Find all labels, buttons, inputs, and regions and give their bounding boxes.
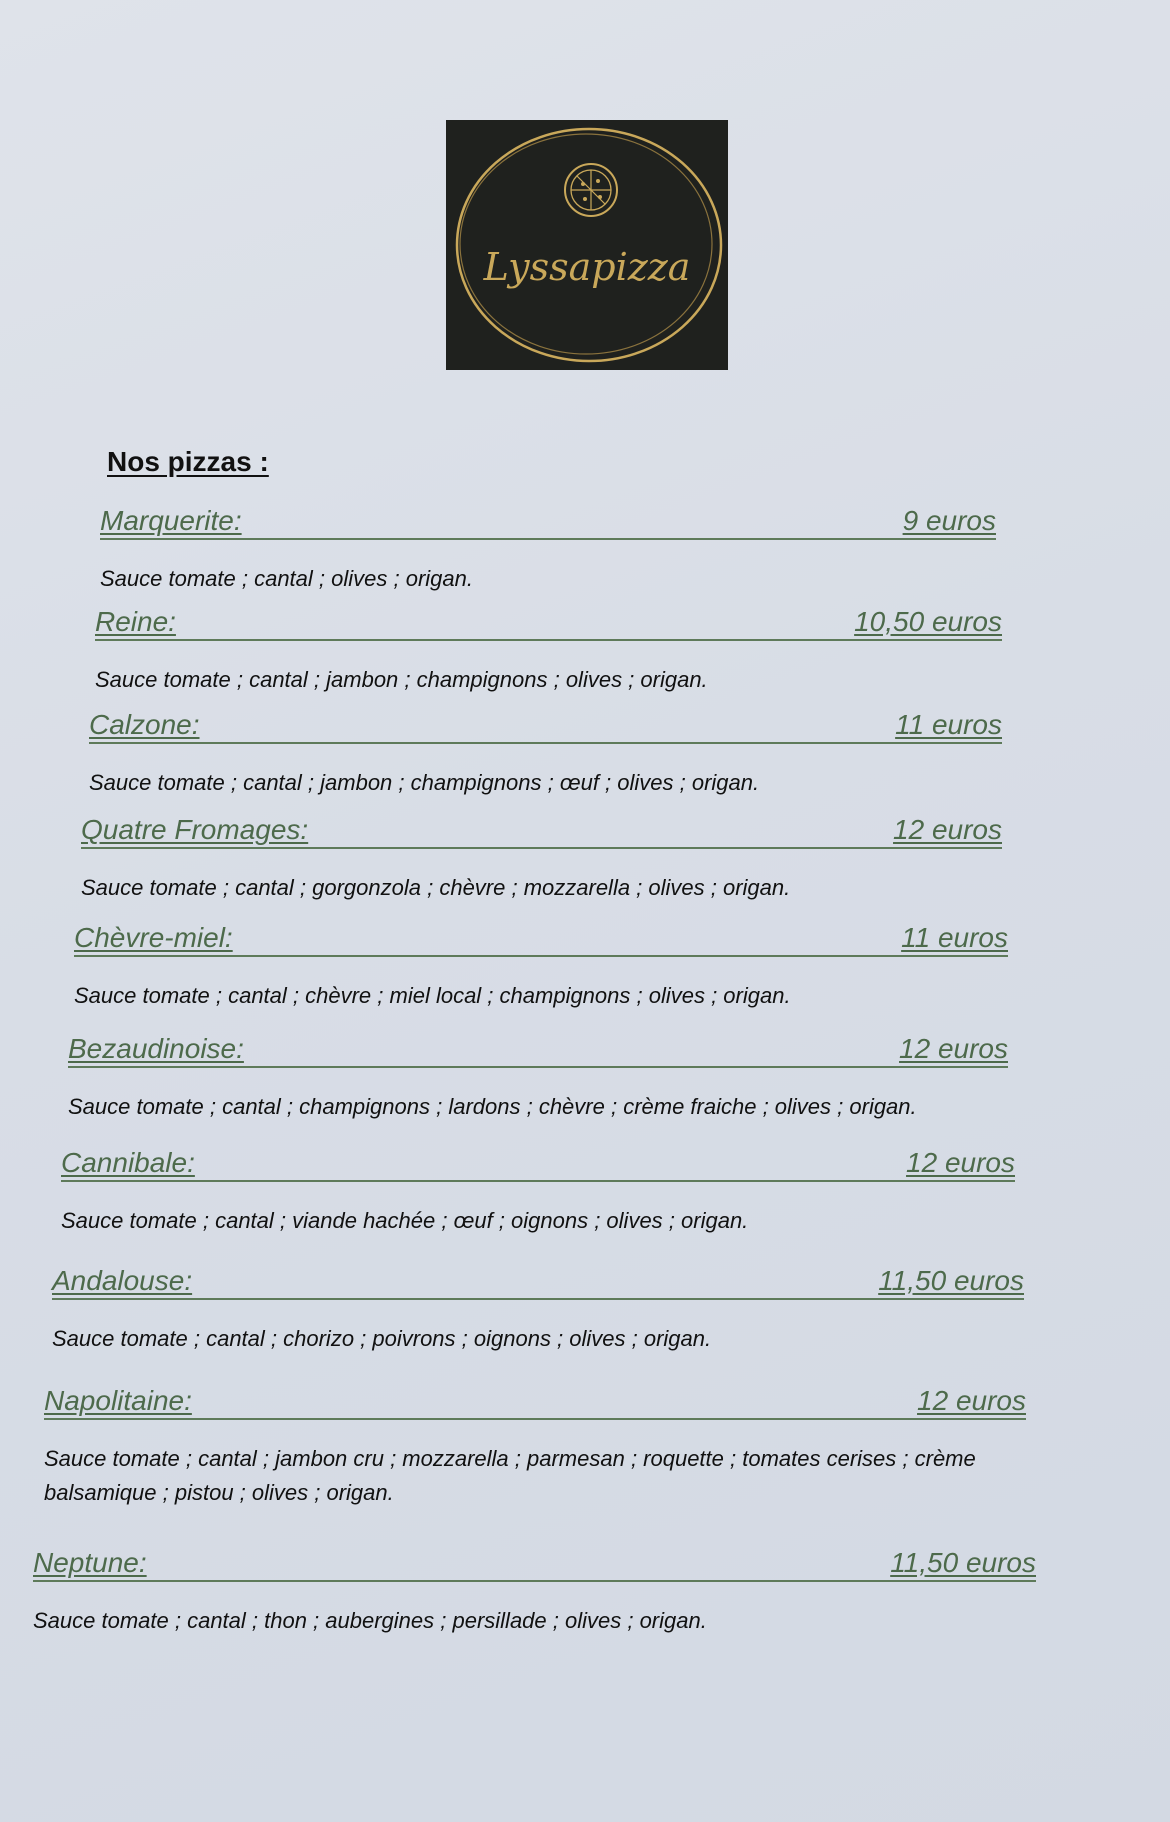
menu-item-name: Bezaudinoise: [68, 1033, 244, 1064]
menu-item-description: Sauce tomate ; cantal ; gorgonzola ; chèvre ; mozzarella ; olives ; origan. [81, 875, 791, 900]
menu-item [95, 606, 1002, 697]
menu-item-price: 12 euros [899, 1033, 1008, 1064]
menu-item-header [44, 1385, 1026, 1420]
menu-item [74, 922, 1008, 1013]
menu-item-price: 12 euros [893, 814, 1002, 845]
menu-item-name: Quatre Fromages: [81, 814, 309, 845]
menu-item [61, 1147, 1015, 1238]
menu-item-price: 11,50 euros [890, 1547, 1036, 1578]
menu-item-description: Sauce tomate ; cantal ; olives ; origan. [100, 566, 473, 591]
logo [446, 120, 728, 370]
menu-item-price: 9 euros [902, 505, 996, 536]
menu-item [100, 505, 996, 596]
menu-item [81, 814, 1002, 905]
menu-item-header [68, 1033, 1008, 1068]
menu-item-price: 12 euros [917, 1385, 1026, 1416]
menu-item-header [81, 814, 1002, 849]
menu-item-name: Andalouse: [52, 1265, 193, 1296]
menu-item [52, 1265, 1024, 1356]
menu-item-header [52, 1265, 1024, 1300]
menu-item [68, 1033, 1008, 1124]
menu-item-price: 12 euros [906, 1147, 1015, 1178]
menu-item-price: 11 euros [895, 709, 1002, 740]
menu-item-header [61, 1147, 1015, 1182]
menu-item-description: Sauce tomate ; cantal ; chorizo ; poivrons ; oignons ; olives ; origan. [52, 1326, 712, 1351]
pizza-icon [565, 164, 617, 216]
menu-item-name: Chèvre-miel: [74, 922, 233, 953]
menu-item-name: Neptune: [33, 1547, 147, 1578]
menu-item [44, 1385, 1026, 1510]
menu-item-header [95, 606, 1002, 641]
menu-item-description: Sauce tomate ; cantal ; chèvre ; miel local ; champignons ; olives ; origan. [74, 983, 791, 1008]
menu-item [33, 1547, 1036, 1638]
menu-item-header [89, 709, 1002, 744]
menu-item-description: Sauce tomate ; cantal ; champignons ; lardons ; chèvre ; crème fraiche ; olives ; origan. [68, 1094, 917, 1119]
menu-item-name: Cannibale: [61, 1147, 195, 1178]
menu-item [89, 709, 1002, 800]
menu-item-description: Sauce tomate ; cantal ; viande hachée ; œuf ; oignons ; olives ; origan. [61, 1208, 749, 1233]
section-title: Nos pizzas : [107, 446, 269, 477]
menu-item-description: Sauce tomate ; cantal ; thon ; aubergines ; persillade ; olives ; origan. [33, 1608, 707, 1633]
menu-item-header [100, 505, 996, 540]
menu-item-name: Marquerite: [100, 505, 242, 536]
menu-item-name: Napolitaine: [44, 1385, 192, 1416]
logo-brand-text: Lyssapizza [483, 245, 691, 289]
menu-item-price: 11 euros [901, 922, 1008, 953]
menu-item-header [74, 922, 1008, 957]
menu-item-description: Sauce tomate ; cantal ; jambon ; champignons ; œuf ; olives ; origan. [89, 770, 760, 795]
menu-item-price: 10,50 euros [854, 606, 1002, 637]
menu-item-description: Sauce tomate ; cantal ; jambon cru ; mozzarella ; parmesan ; roquette ; tomates cerises ; crème balsamique ; pistou ; olives ; origan. [44, 1446, 976, 1505]
menu-item-name: Reine: [95, 606, 176, 637]
menu-item-price: 11,50 euros [878, 1265, 1024, 1296]
menu-item-description: Sauce tomate ; cantal ; jambon ; champignons ; olives ; origan. [95, 667, 708, 692]
menu-item-name: Calzone: [89, 709, 200, 740]
menu-item-header [33, 1547, 1036, 1582]
